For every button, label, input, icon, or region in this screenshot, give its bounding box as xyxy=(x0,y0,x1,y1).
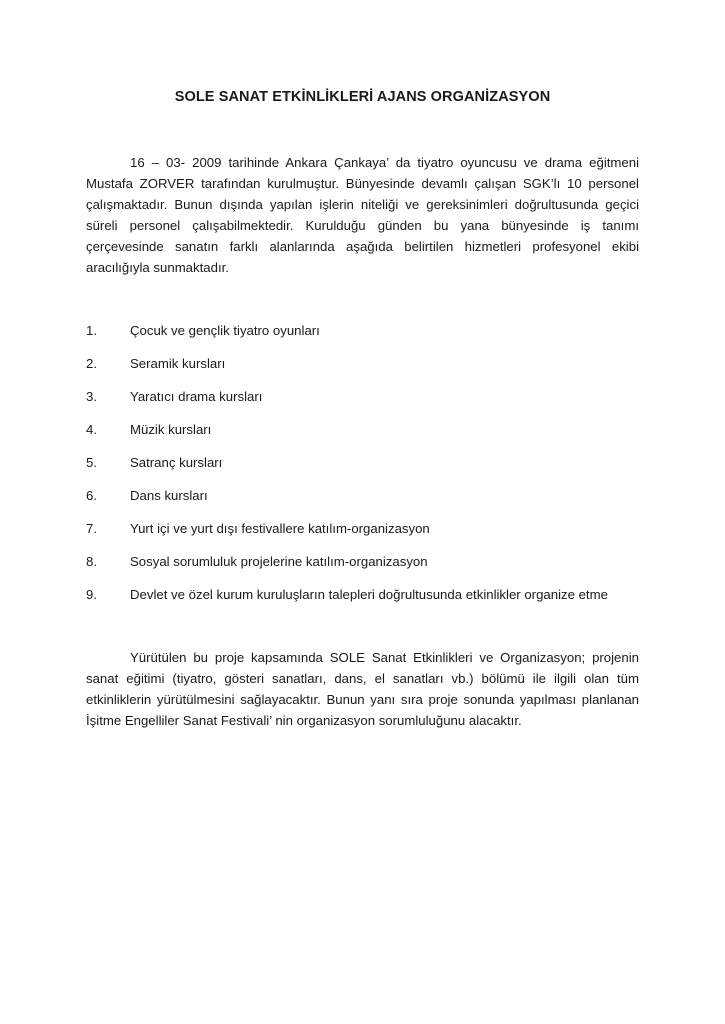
list-item-text: Dans kursları xyxy=(130,488,208,503)
intro-paragraph: 16 – 03- 2009 tarihinde Ankara Çankaya’ da tiyatro oyuncusu ve drama eğitmeni Mustafa ZORVER tarafından kurulmuştur. Bünyesinde devamlı çalışan SGK’lı 10 personel çalışmaktadır. Bunun dışında yapılan işlerin niteliği ve gereksinimleri doğrultusunda geçici süreli personel çalışabilmektedir. Kurulduğu günden bu yana bünyesinde iş tanımı çerçevesinde sanatın farklı alanlarında aşağıda belirtilen hizmetleri profesyonel ekibi aracılığıyla sunmaktadır. xyxy=(86,155,639,275)
list-item-text: Yaratıcı drama kursları xyxy=(130,389,263,404)
list-item-text: Müzik kursları xyxy=(130,422,212,437)
list-item-text: Yurt içi ve yurt dışı festivallere katılım-organizasyon xyxy=(130,521,430,536)
list-item-text: Sosyal sorumluluk projelerine katılım-organizasyon xyxy=(130,554,428,569)
list-item-text: Devlet ve özel kurum kuruluşların talepleri doğrultusunda etkinlikler organize etme xyxy=(130,587,608,602)
list-item-number: 9. xyxy=(86,587,97,602)
list-item-number: 4. xyxy=(86,422,97,437)
list-item-number: 5. xyxy=(86,455,97,470)
list-item-text: Seramik kursları xyxy=(130,356,226,371)
closing-paragraph: Yürütülen bu proje kapsamında SOLE Sanat Etkinlikleri ve Organizasyon; projenin sanat eğitimi (tiyatro, gösteri sanatları, dans, el sanatları vb.) bölümü ile ilgili olan tüm etkinliklerin yürütülmesini sağlayacaktır. Bunun yanı sıra proje sonunda yapılması planlanan İşitme Engelliler Sanat Festivali’ nin organizasyon sorumluluğunu alacaktır. xyxy=(86,650,639,728)
list-item-text: Çocuk ve gençlik tiyatro oyunları xyxy=(130,323,320,338)
list-item-text: Satranç kursları xyxy=(130,455,223,470)
list-item-number: 6. xyxy=(86,488,97,503)
list-item-number: 8. xyxy=(86,554,97,569)
list-item-number: 2. xyxy=(86,356,97,371)
list-item-number: 3. xyxy=(86,389,97,404)
document-title: SOLE SANAT ETKİNLİKLERİ AJANS ORGANİZASYON xyxy=(174,89,551,105)
list-item-number: 1. xyxy=(86,323,97,338)
list-item-number: 7. xyxy=(86,521,97,536)
